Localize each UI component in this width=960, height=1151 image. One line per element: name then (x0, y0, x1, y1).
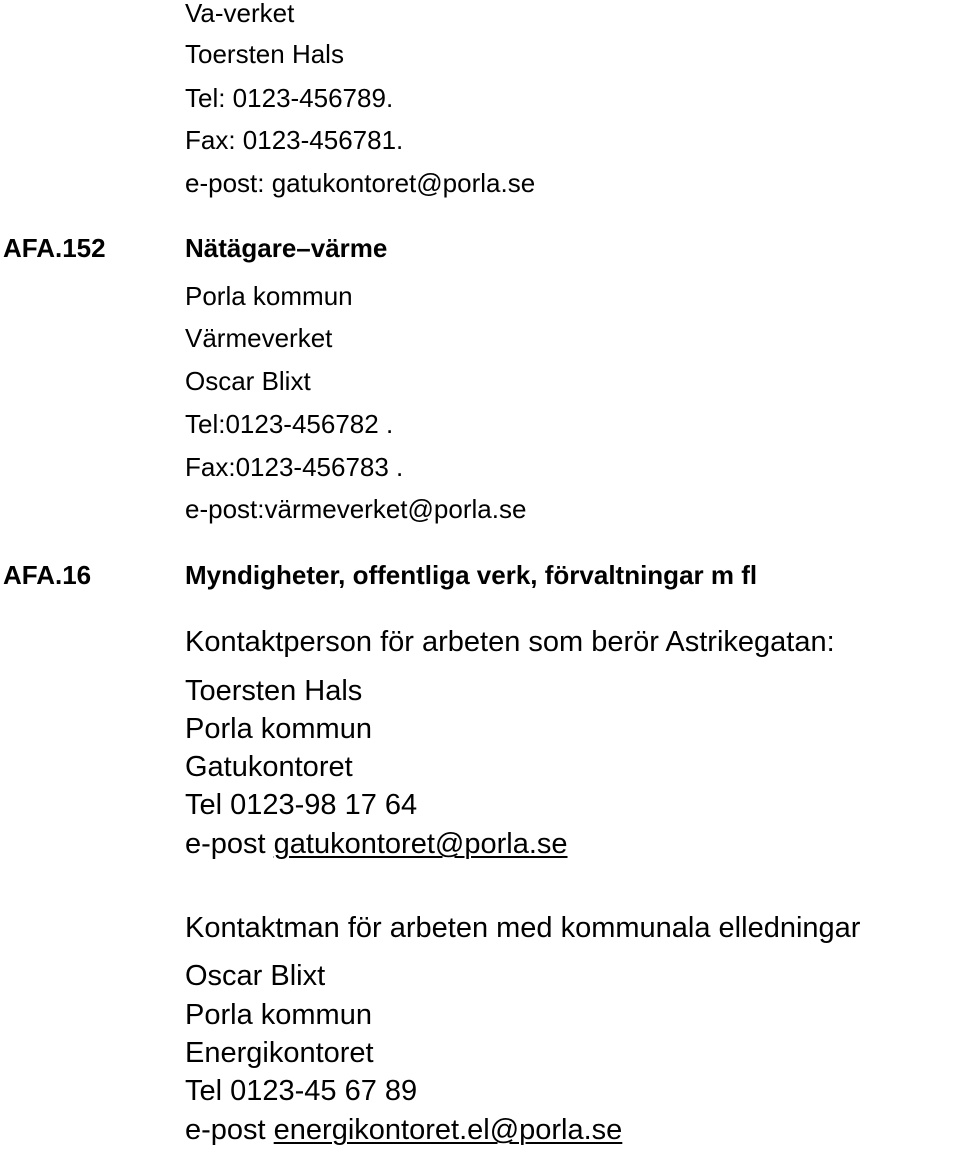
org-name: Porla kommun (185, 281, 353, 311)
department: Energikontoret (185, 1037, 374, 1069)
org-name: Va-verket (185, 0, 295, 28)
section-code: AFA.16 (3, 560, 92, 590)
org-name: Porla kommun (185, 713, 372, 745)
contact-intro: Kontaktperson för arbeten som berör Astrikegatan: (185, 626, 835, 658)
contact-name: Oscar Blixt (185, 960, 326, 992)
contact-name: Oscar Blixt (185, 366, 311, 396)
phone: Tel 0123-45 67 89 (185, 1075, 418, 1107)
phone: Tel:0123-456782 . (185, 409, 394, 439)
fax: Fax: 0123-456781. (185, 125, 404, 155)
email: e-post: gatukontoret@porla.se (185, 168, 536, 198)
contact-name: Toersten Hals (185, 39, 344, 69)
section-heading: Nätägare–värme (185, 233, 388, 263)
email-link[interactable]: gatukontoret@porla.se (273, 828, 568, 860)
phone: Tel 0123-98 17 64 (185, 789, 418, 821)
section-heading: Myndigheter, offentliga verk, förvaltningar m fl (185, 560, 758, 590)
email-link[interactable]: energikontoret.el@porla.se (273, 1114, 623, 1146)
department: Gatukontoret (185, 751, 353, 783)
department: Värmeverket (185, 323, 333, 353)
contact-name: Toersten Hals (185, 675, 363, 707)
email-line (185, 830, 568, 859)
section-code: AFA.152 (3, 233, 106, 263)
fax: Fax:0123-456783 . (185, 452, 404, 482)
phone: Tel: 0123-456789. (185, 83, 394, 113)
contact-intro: Kontaktman för arbeten med kommunala elledningar (185, 912, 861, 944)
email-prefix: e-post (185, 1114, 274, 1146)
email: e-post:värmeverket@porla.se (185, 494, 527, 524)
email-prefix: e-post (185, 828, 274, 860)
org-name: Porla kommun (185, 999, 372, 1031)
email-line (185, 1116, 622, 1145)
